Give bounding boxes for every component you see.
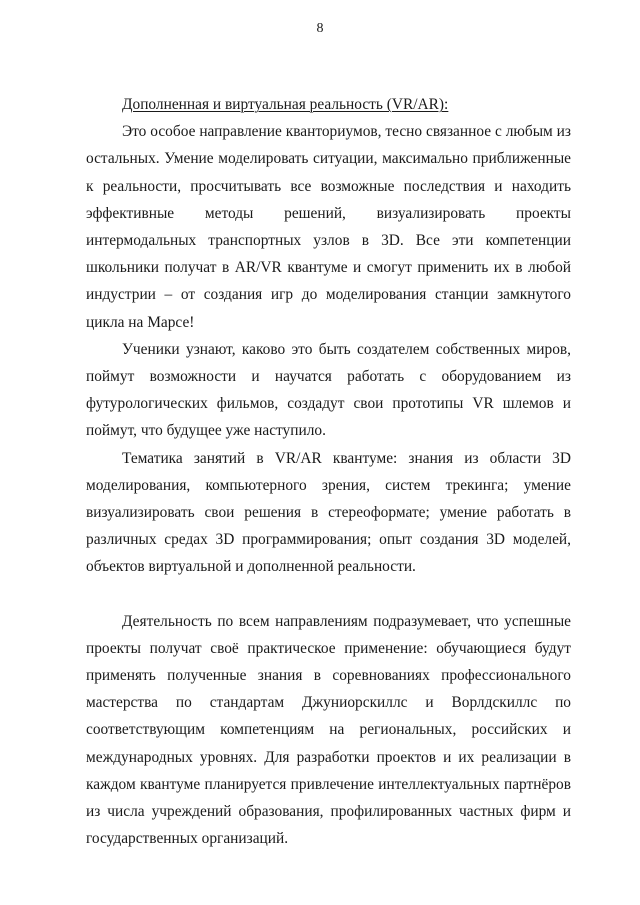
paragraph-intro: Это особое направление кванториумов, тесно связанное с любым из остальных. Умение моделировать ситуации, максимально приближенные к реальности, просчитывать все возможные последствия и находить эффективные методы решений, визуализировать проекты интермодальных транспортных узлов в 3D. Все эти компетенции школьники получат в AR/VR квантуме и смогут применить их в любой индустрии – от создания игр до моделирования станции замкнутого цикла на Марсе! — [86, 123, 571, 331]
paragraph-students: Ученики узнают, каково это быть создателем собственных миров, поймут возможности и научатся работать с оборудованием из футурологических фильмов, создадут свои прототипы VR шлемов и поймут, что будущее уже наступило. — [86, 340, 571, 440]
section-heading: Дополненная и виртуальная реальность (VR/AR): — [122, 96, 449, 113]
paragraph-topics: Тематика занятий в VR/AR квантуме: знания из области 3D моделирования, компьютерного зрения, систем трекинга; умение визуализировать свои решения в стереоформате; умение работать в различных средах 3D программирования; опыт создания 3D моделей, объектов виртуальной и дополненной реальности. — [86, 449, 571, 576]
page-number: 8 — [316, 21, 324, 36]
paragraph-activities: Деятельность по всем направлениям подразумевает, что успешные проекты получат своё практическое применение: обучающиеся будут применять полученные знания в соревнованиях профессионального мастерства по стандартам Джуниорскиллс и Ворлдскиллс по соответствующим компетенциям на региональных, российских и международных уровнях. Для разработки проектов и их реализации в каждом квантуме планируется привлечение интеллектуальных партнёров из числа учреждений образования, профилированных частных фирм и государственных организаций. — [86, 612, 571, 848]
page-content — [86, 91, 571, 852]
paragraph-gap — [86, 581, 571, 608]
